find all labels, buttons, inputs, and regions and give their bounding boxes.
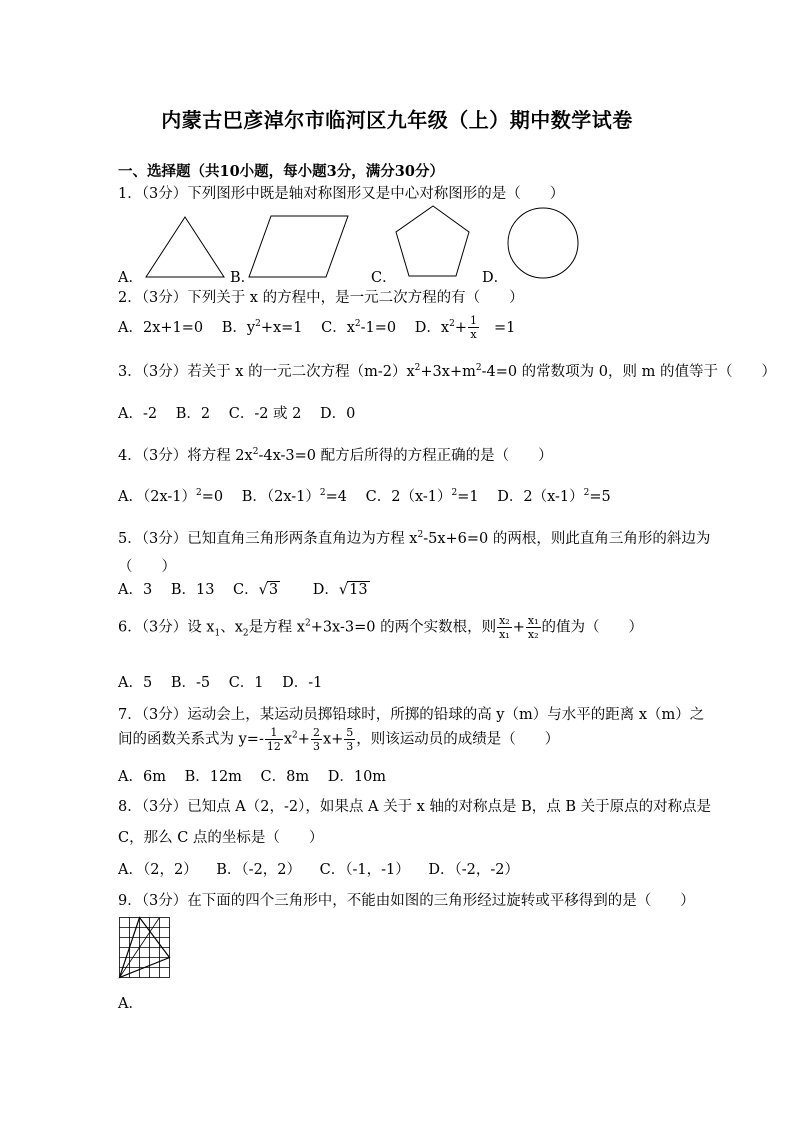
q4-option-d: D．$2(x-1)^2=5$ — [497, 488, 611, 505]
question-5-options — [118, 578, 398, 599]
page-title: 内蒙古巴彦淖尔市临河区九年级（上）期中数学试卷 — [161, 108, 633, 132]
question-2-stem: 2．（3分）下列关于 x 的方程中，是一元二次方程的有（ ） — [118, 290, 524, 306]
q7-option-d: D．10m — [327, 769, 387, 785]
q7-option-c: C．8m — [260, 769, 310, 785]
q3-option-c: C．-2 或 2 — [228, 406, 302, 422]
question-3-options — [118, 402, 369, 423]
q8-option-a: A．（2，2） — [118, 862, 198, 878]
circle-figure — [508, 208, 578, 278]
q2-option-c: C．$x^2-1=0$ — [321, 318, 397, 336]
question-2-options — [118, 314, 529, 341]
q9-option-a-label: A． — [118, 996, 143, 1012]
q8-option-c: C．（-1，-1） — [319, 862, 410, 878]
q5-option-b: B．13 — [170, 582, 215, 598]
q6-option-b: B．-5 — [170, 675, 211, 691]
question-8-options — [118, 858, 533, 879]
q1-option-c-label: C． — [371, 270, 397, 286]
question-1-stem: 1．（3分）下列图形中既是轴对称图形又是中心对称图形的是（ ） — [118, 186, 565, 202]
question-7-stem-cont: 间的函数关系式为 y=- $\frac{1}{12}$ $x^2+$ $\frac{2}{3}$ x+ $\frac{5}{3}$ ，则该运动员的成绩是（ ） — [118, 726, 560, 753]
q2-option-b: B．$y^2+x=1$ — [221, 318, 303, 336]
q1-option-b-label: B． — [230, 270, 256, 286]
question-8-stem-cont: C，那么 C 点的坐标是（ ） — [118, 830, 324, 846]
question-8-stem: 8．（3分）已知点 A（2，-2），如果点 A 关于 x 轴的对称点是 B，点 B 关于原点的对称点是 — [118, 799, 712, 815]
question-7-options — [118, 765, 400, 786]
q4-option-a: A．$(2x-1)^2=0$ — [118, 488, 224, 505]
question-5-stem-cont: （ ） — [118, 559, 176, 575]
question-4-stem: 4．（3分）将方程 $2x^2-4x-3=0$ 配方后所得的方程正确的是（ ） — [118, 447, 553, 464]
question-6-options — [118, 671, 336, 692]
parallelogram-figure — [249, 216, 348, 277]
q4-option-b: B．$(2x-1)^2=4$ — [241, 488, 348, 505]
question-6-stem: 6．（3分）设 $x_1$、$x_2$是方程 $x^2+3x-3=0$ 的两个实数根，则 $\frac{\text{x₂}}{\text{x₁}}$ + $\frac{\text{x₁}}{\text{x₂}}$ 的值为（ ） — [118, 614, 643, 641]
q5-option-d: D．√13 — [312, 582, 368, 598]
q1-option-d-label: D． — [482, 270, 509, 286]
question-4-options — [118, 485, 625, 506]
q6-option-a: A．5 — [118, 675, 153, 691]
pentagon-figure — [396, 206, 469, 276]
q6-option-c: C．1 — [228, 675, 264, 691]
question-9-stem: 9．（3分）在下面的四个三角形中，不能由如图的三角形经过旋转或平移得到的是（ ） — [118, 893, 695, 909]
q8-option-d: D．（-2，-2） — [428, 862, 519, 878]
question-3-stem: 3．（3分）若关于 x 的一元二次方程$(m-2)x^2+3x+m^2-4=0$ 的常数项为 0，则 m 的值等于（ ） — [118, 363, 776, 380]
q2-option-d: D．$x^2+$ $\frac{1}{x}$ =1 — [414, 314, 516, 341]
q1-option-a-label: A． — [118, 270, 143, 286]
q4-option-c: C．$2(x-1)^2=1$ — [365, 488, 479, 505]
q5-option-a: A．3 — [118, 582, 153, 598]
q8-option-b: B．（-2，2） — [216, 862, 302, 878]
q3-option-b: B．2 — [175, 406, 211, 422]
q3-option-a: A．-2 — [118, 406, 158, 422]
q9-grid-figure — [119, 917, 171, 979]
q3-option-d: D．0 — [320, 406, 356, 422]
q1-figures — [0, 0, 794, 290]
q6-option-d: D．-1 — [282, 675, 323, 691]
q7-option-b: B．12m — [184, 769, 242, 785]
q2-option-a: A．2x+1=0 — [118, 319, 204, 336]
question-7-stem: 7．（3分）运动会上，某运动员掷铅球时，所掷的铅球的高 y（m）与水平的距离 x（m）之 — [118, 707, 705, 723]
question-5-stem: 5．（3分）已知直角三角形两条直角边为方程 $x^2-5x+6=0$ 的两根，则此直角三角形的斜边为 — [118, 530, 711, 547]
q5-option-c: C．√3 — [233, 582, 279, 598]
section-heading: 一、选择题（共10小题，每小题3分，满分30分） — [118, 163, 444, 180]
triangle-figure — [146, 217, 224, 277]
q7-option-a: A．6m — [118, 769, 166, 785]
